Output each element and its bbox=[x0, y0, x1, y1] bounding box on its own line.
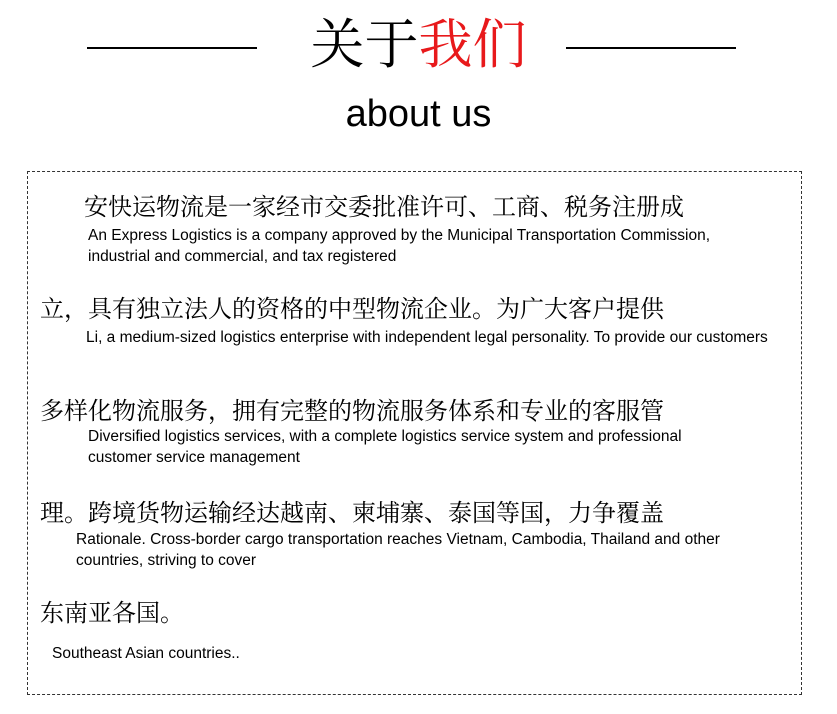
paragraph-4-chinese: 理。跨境货物运输经达越南、柬埔寨、泰国等国，力争覆盖 bbox=[40, 499, 664, 527]
page-title-part2: 我们 bbox=[418, 13, 527, 76]
paragraph-1-english: An Express Logistics is a company approved by the Municipal Transportation Commission, industrial and commercial, and tax registered bbox=[88, 227, 711, 265]
paragraph-4-english: Rationale. Cross-border cargo transportation reaches Vietnam, Cambodia, Thailand and other countries, striving to cover bbox=[76, 531, 720, 569]
page-title-part1: 关于 bbox=[310, 13, 419, 76]
paragraph-3-english: Diversified logistics services, with a complete logistics service system and professional customer service management bbox=[88, 428, 682, 466]
paragraph-5-english: Southeast Asian countries.. bbox=[52, 645, 240, 662]
page-title bbox=[0, 10, 837, 80]
paragraph-5-chinese: 东南亚各国。 bbox=[40, 599, 184, 627]
paragraph-2-english: Li, a medium-sized logistics enterprise with independent legal personality. To provide our customers bbox=[86, 329, 768, 346]
page-subtitle: about us bbox=[345, 93, 492, 135]
paragraph-2-chinese: 立，具有独立法人的资格的中型物流企业。为广大客户提供 bbox=[40, 295, 664, 323]
paragraph-1-chinese: 安快运物流是一家经市交委批准许可、工商、税务注册成 bbox=[84, 193, 684, 221]
paragraph-3-chinese: 多样化物流服务，拥有完整的物流服务体系和专业的客服管 bbox=[40, 397, 664, 425]
